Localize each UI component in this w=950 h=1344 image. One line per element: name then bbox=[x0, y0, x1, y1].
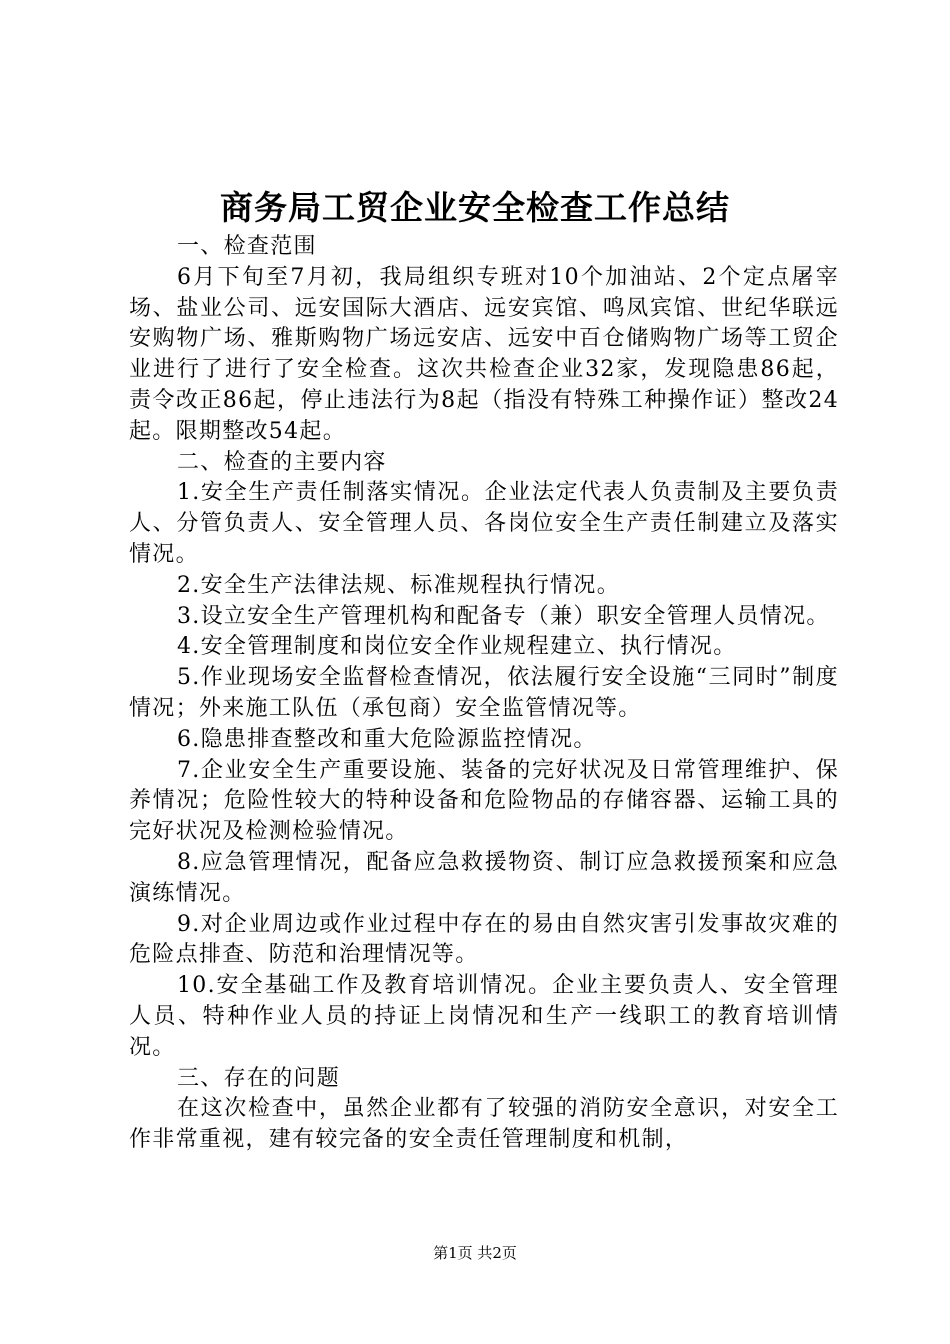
list-item-6: 6.隐患排查整改和重大危险源监控情况。 bbox=[177, 726, 597, 752]
list-item-9: 9.对企业周边或作业过程中存在的易由自然灾害引发事故灾难的危险点排查、防范和治理情况等。 bbox=[129, 911, 839, 968]
list-item-3: 3.设立安全生产管理机构和配备专（兼）职安全管理人员情况。 bbox=[177, 603, 830, 629]
list-item-1: 1.安全生产责任制落实情况。企业法定代表人负责制及主要负责人、分管负责人、安全管理人员、各岗位安全生产责任制建立及落实情况。 bbox=[129, 480, 839, 567]
page-footer: 第1页 共2页 bbox=[433, 1244, 517, 1262]
paragraph-problems: 在这次检查中，虽然企业都有了较强的消防安全意识，对安全工作非常重视，建有较完备的安全责任管理制度和机制， bbox=[129, 1096, 839, 1153]
list-item-10: 10.安全基础工作及教育培训情况。企业主要负责人、安全管理人员、特种作业人员的持证上岗情况和生产一线职工的教育培训情况。 bbox=[129, 973, 839, 1060]
list-item-4: 4.安全管理制度和岗位安全作业规程建立、执行情况。 bbox=[177, 634, 737, 660]
list-item-2: 2.安全生产法律法规、标准规程执行情况。 bbox=[177, 572, 620, 598]
document-body bbox=[129, 232, 839, 1156]
section-heading-scope: 一、检查范围 bbox=[177, 234, 317, 259]
list-item-7: 7.企业安全生产重要设施、装备的完好状况及日常管理维护、保养情况；危险性较大的特种设备和危险物品的存储容器、运输工具的完好状况及检测检验情况。 bbox=[129, 757, 839, 845]
document-title: 商务局工贸企业安全检查工作总结 bbox=[220, 188, 730, 227]
section-heading-content: 二、检查的主要内容 bbox=[177, 449, 387, 475]
list-item-5: 5.作业现场安全监督检查情况，依法履行安全设施“三同时”制度情况；外来施工队伍（承包商）安全监管情况等。 bbox=[129, 665, 839, 721]
list-item-8: 8.应急管理情况，配备应急救援物资、制订应急救援预案和应急演练情况。 bbox=[129, 849, 839, 906]
paragraph-scope-details: 6月下旬至7月初，我局组织专班对10个加油站、2个定点屠宰场、盐业公司、远安国际大酒店、远安宾馆、鸣凤宾馆、世纪华联远安购物广场、雅斯购物广场远安店、远安中百仓储购物广场等工贸企业进行了进行了安全检查。这次共检查企业32家，发现隐患86起，责令改正86起，停止违法行为8起（指没有特殊工种操作证）整改24起。限期整改54起。 bbox=[129, 264, 839, 444]
section-heading-problems: 三、存在的问题 bbox=[177, 1065, 341, 1091]
